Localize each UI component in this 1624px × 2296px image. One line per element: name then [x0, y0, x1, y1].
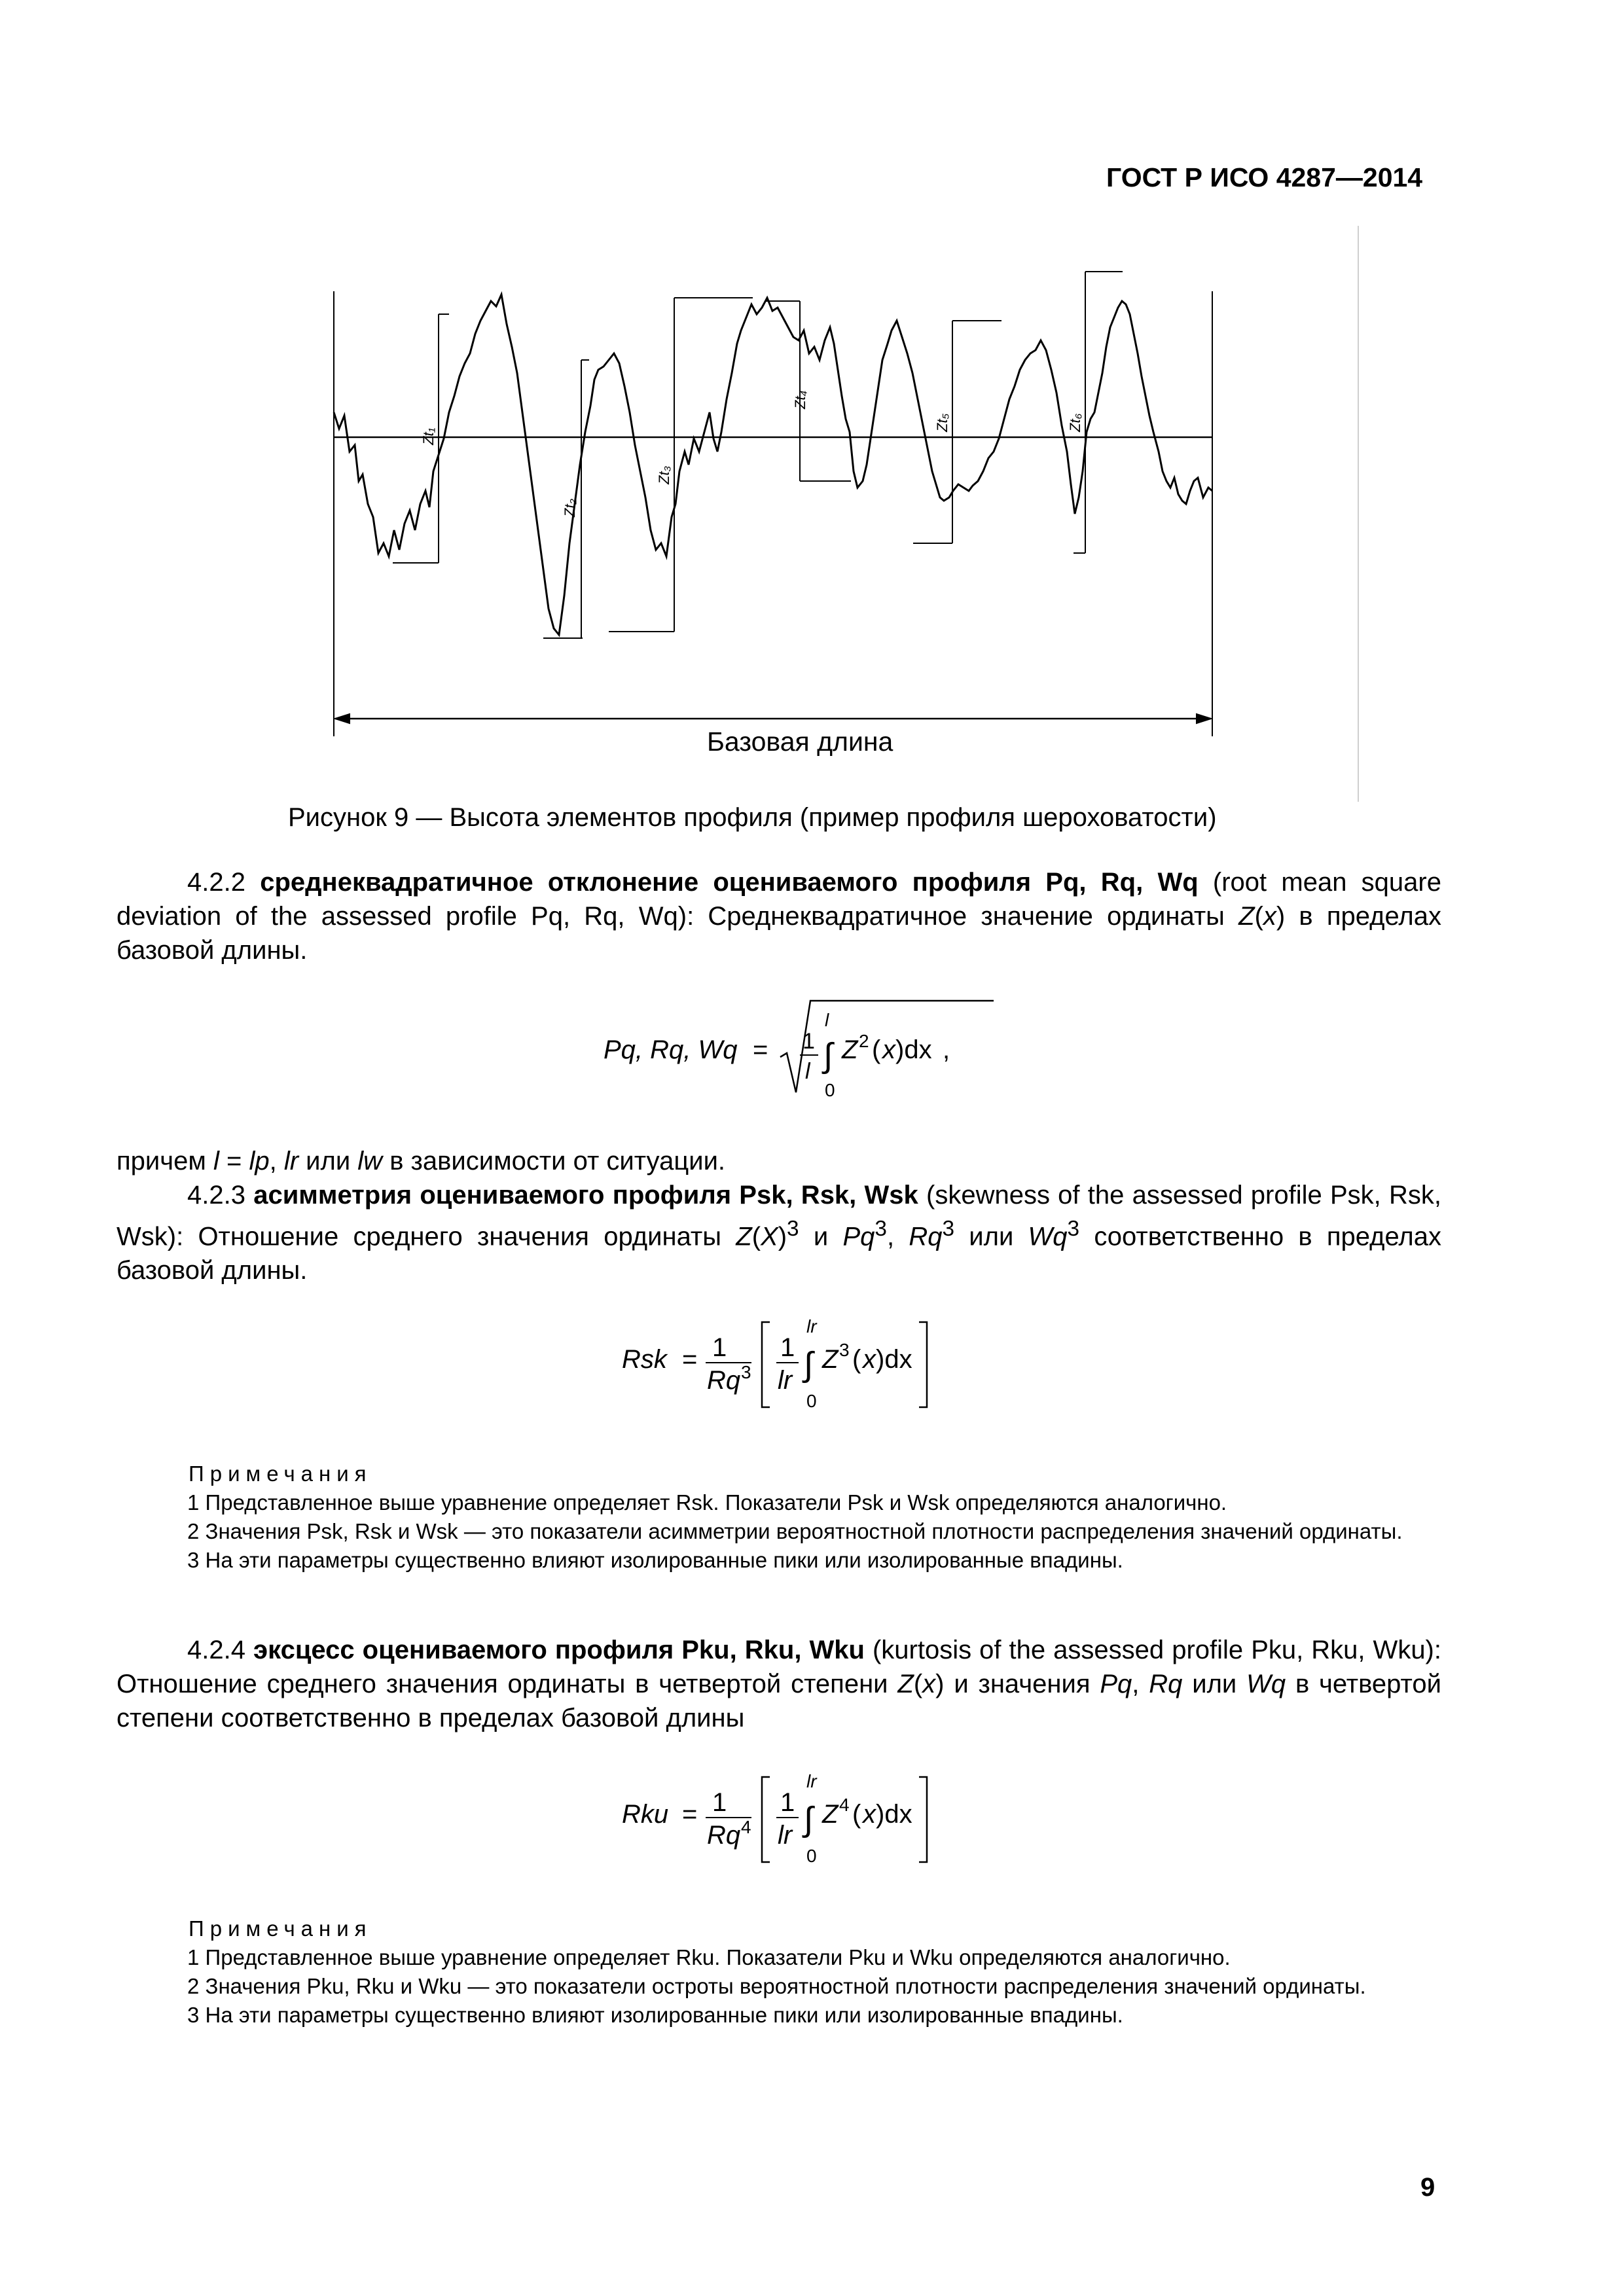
svg-text:4: 4 [741, 1817, 751, 1837]
svg-text:lr: lr [778, 1821, 793, 1850]
svg-text:l: l [805, 1059, 810, 1084]
base-length-label: Базовая длина [707, 726, 893, 757]
svg-text:x: x [863, 1800, 876, 1829]
formula-skewness [615, 1309, 956, 1420]
zt4-label: Zt₄ [792, 390, 808, 409]
section-4-2-3: 4.2.3 асимметрия оцениваемого профиля Psk, Rsk, Wsk (skewness of the assessed profile Psk, Rsk, Wsk): Отношение среднего значения ординаты $Z(X)^3$ и Pq$^3$, Rq$^3$ или Wq$^3$ соответственно в пределах базовой длины. [117, 1181, 1441, 1285]
svg-text:(: ( [872, 1035, 881, 1064]
zt3-label: Zt₃ [656, 465, 672, 484]
svg-text:∫: ∫ [823, 1037, 833, 1075]
svg-text:lr: lr [806, 1771, 817, 1791]
svg-text:(: ( [852, 1345, 861, 1374]
svg-text:x: x [882, 1035, 895, 1064]
section-4-2-2-where: причем l = lp, lr или lw в зависимости от ситуации. [117, 1147, 726, 1175]
zt5-label: Zt₅ [934, 413, 950, 432]
notes-title: Примечания [189, 1916, 372, 1941]
term: эксцесс оцениваемого профиля Pku, Rku, Wku [253, 1636, 865, 1664]
svg-text:=: = [753, 1035, 768, 1064]
zt1-label: Zt₁ [420, 427, 437, 445]
svg-text:3: 3 [839, 1340, 850, 1360]
zt6-label: Zt₆ [1067, 413, 1083, 432]
zt2-label: Zt₂ [562, 499, 578, 517]
term: асимметрия оцениваемого профиля Psk, Rsk, Wsk [253, 1181, 918, 1210]
svg-text:∫: ∫ [804, 1801, 814, 1839]
svg-text:4: 4 [839, 1795, 850, 1815]
formula-rms [589, 995, 1047, 1106]
svg-text:1: 1 [712, 1333, 727, 1362]
profile-curve [334, 295, 1212, 635]
profile-figure [321, 255, 1224, 753]
svg-text:2: 2 [859, 1031, 869, 1051]
svg-text:Z: Z [822, 1800, 839, 1829]
svg-text:1: 1 [780, 1788, 795, 1817]
note-2: 2 Значения Pku, Rku и Wku — это показатели остроты вероятностной плотности распределения значений ординаты. [187, 1974, 1366, 1998]
svg-text:1: 1 [780, 1333, 795, 1362]
formula-kurtosis [615, 1764, 956, 1875]
notes-block-1 [117, 1460, 1441, 1575]
formula-lhs: Rku [622, 1800, 669, 1829]
margin-line [1358, 226, 1359, 802]
svg-text:x: x [863, 1345, 876, 1374]
note-1: 1 Представленное выше уравнение определяет Rku. Показатели Pku и Wku определяются аналогично. [187, 1945, 1231, 1969]
svg-text:=: = [682, 1800, 698, 1829]
note-2: 2 Значения Psk, Rsk и Wsk — это показатели асимметрии вероятностной плотности распределения значений ординаты. [187, 1519, 1403, 1543]
svg-text:)dx: )dx [895, 1035, 932, 1064]
section-4-2-2: 4.2.2 среднеквадратичное отклонение оцениваемого профиля Pq, Rq, Wq (root mean square deviation of the assessed profile Pq, Rq, Wq): Среднеквадратичное значение ординаты Z(x) в пределах базовой длины. [117, 868, 1441, 965]
svg-text:3: 3 [741, 1362, 751, 1382]
formula-lhs: Rsk [622, 1345, 667, 1374]
svg-text:Rq: Rq [707, 1366, 741, 1395]
svg-text:Z: Z [842, 1035, 858, 1064]
svg-text:lr: lr [778, 1366, 793, 1395]
svg-text:0: 0 [825, 1080, 835, 1100]
svg-text:=: = [682, 1345, 698, 1374]
svg-text:lr: lr [806, 1316, 817, 1336]
figure-caption: Рисунок 9 — Высота элементов профиля (пример профиля шероховатости) [288, 803, 1217, 832]
svg-text:1: 1 [803, 1029, 815, 1054]
notes-block-2 [117, 1914, 1441, 2030]
formula-lhs: Pq, Rq, Wq [604, 1035, 738, 1064]
note-3: 3 На эти параметры существенно влияют изолированные пики или изолированные впадины. [187, 2003, 1123, 2027]
notes-title: Примечания [189, 1462, 372, 1486]
section-number: 4.2.2 [187, 868, 245, 897]
svg-text:,: , [943, 1035, 950, 1064]
svg-text:)dx: )dx [876, 1345, 912, 1374]
svg-text:Z: Z [822, 1345, 839, 1374]
definition-text: (root mean square deviation of the assessed profile Pq, Rq, Wq): Среднеквадратичное значение ординаты [117, 868, 1441, 931]
note-1: 1 Представленное выше уравнение определяет Rsk. Показатели Psk и Wsk определяются аналогично. [187, 1490, 1227, 1515]
svg-text:Rq: Rq [707, 1821, 741, 1850]
page-number: 9 [1420, 2173, 1435, 2202]
svg-text:∫: ∫ [804, 1346, 814, 1384]
section-4-2-4: 4.2.4 эксцесс оцениваемого профиля Pku, Rku, Wku (kurtosis of the assessed profile Pku, Rku, Wku): Отношение среднего значения ординаты в четвертой степени Z(x) и значения Pq, Rq или Wq в четвертой степени соответственно в пределах базовой длины [117, 1636, 1441, 1732]
svg-text:1: 1 [712, 1788, 727, 1817]
svg-text:)dx: )dx [876, 1800, 912, 1829]
svg-text:l: l [825, 1010, 829, 1030]
note-3: 3 На эти параметры существенно влияют изолированные пики или изолированные впадины. [187, 1548, 1123, 1572]
arrow-head-left [335, 714, 350, 723]
svg-text:(: ( [852, 1800, 861, 1829]
term: среднеквадратичное отклонение оцениваемого профиля Pq, Rq, Wq [260, 868, 1199, 897]
svg-text:0: 0 [806, 1846, 817, 1866]
arrow-head-right [1197, 714, 1211, 723]
svg-text:0: 0 [806, 1391, 817, 1411]
standard-header: ГОСТ Р ИСО 4287—2014 [1106, 162, 1423, 192]
